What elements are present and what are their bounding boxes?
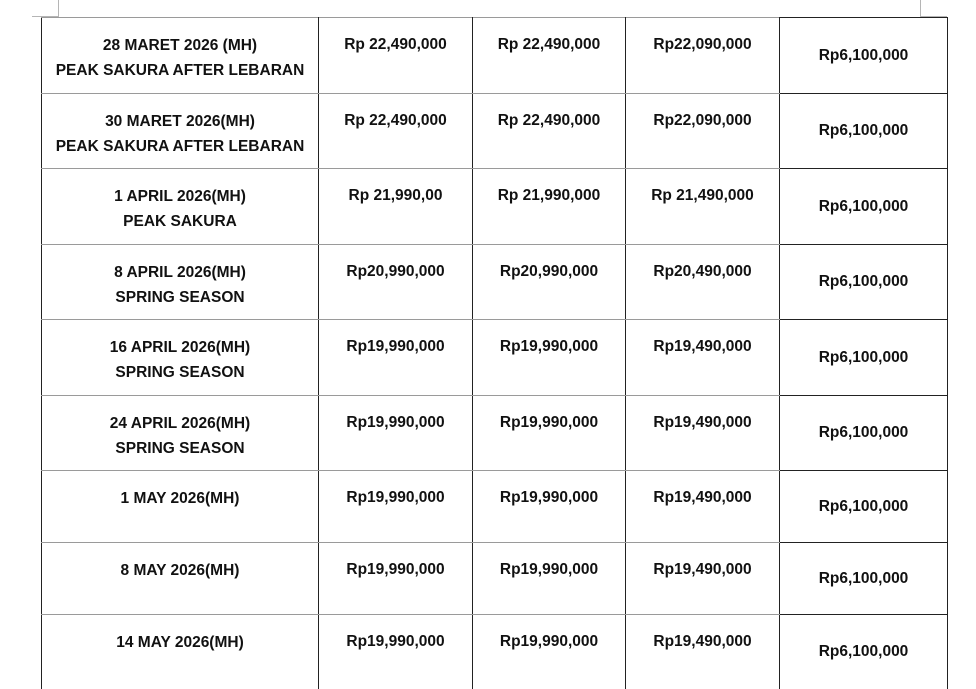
- departure-date: 8 MAY 2026(MH): [120, 562, 240, 579]
- season-label: PEAK SAKURA AFTER LEBARAN: [55, 138, 305, 155]
- price-cell-1: Rp19,990,000: [319, 320, 473, 396]
- price-cell-4: Rp6,100,000: [780, 396, 948, 471]
- price-cell-3: Rp22,090,000: [626, 18, 780, 94]
- price-cell-4: Rp6,100,000: [780, 615, 948, 689]
- departure-date: 30 MARET 2026(MH): [105, 113, 255, 130]
- departure-date: 24 APRIL 2026(MH): [109, 415, 251, 432]
- price-cell-3: Rp19,490,000: [626, 396, 780, 471]
- page-corner-mark-right: [920, 0, 947, 17]
- table-row: [42, 396, 948, 471]
- departure-date-cell: [42, 94, 319, 169]
- price-cell-3: Rp22,090,000: [626, 94, 780, 169]
- price-cell-1: Rp19,990,000: [319, 471, 473, 543]
- departure-date: 1 MAY 2026(MH): [120, 490, 240, 507]
- price-cell-3: Rp19,490,000: [626, 471, 780, 543]
- departure-date-cell: [42, 396, 319, 471]
- price-cell-2: Rp19,990,000: [473, 615, 626, 689]
- table-row: [42, 320, 948, 396]
- season-label: PEAK SAKURA: [123, 213, 237, 230]
- departure-date: 28 MARET 2026 (MH): [102, 37, 258, 54]
- season-label: PEAK SAKURA AFTER LEBARAN: [55, 62, 305, 79]
- price-cell-4: Rp6,100,000: [780, 320, 948, 396]
- price-cell-3: Rp19,490,000: [626, 543, 780, 615]
- price-cell-3: Rp 21,490,000: [626, 169, 780, 245]
- price-cell-2: Rp 22,490,000: [473, 94, 626, 169]
- price-cell-1: Rp 21,990,00: [319, 169, 473, 245]
- season-label: SPRING SEASON: [115, 289, 245, 306]
- price-cell-2: Rp 22,490,000: [473, 18, 626, 94]
- price-cell-1: Rp19,990,000: [319, 615, 473, 689]
- table-row: [42, 94, 948, 169]
- departure-date-cell: [42, 615, 319, 689]
- table-row: [42, 615, 948, 689]
- page-corner-mark-left: [32, 0, 59, 17]
- price-cell-4: Rp6,100,000: [780, 471, 948, 543]
- departure-date: 8 APRIL 2026(MH): [114, 264, 246, 281]
- price-cell-2: Rp 21,990,000: [473, 169, 626, 245]
- table-row: [42, 169, 948, 245]
- price-cell-4: Rp6,100,000: [780, 245, 948, 320]
- price-cell-3: Rp20,490,000: [626, 245, 780, 320]
- departure-date-cell: [42, 245, 319, 320]
- table-row: [42, 471, 948, 543]
- departure-date: 1 APRIL 2026(MH): [114, 188, 246, 205]
- price-cell-2: Rp19,990,000: [473, 320, 626, 396]
- table-row: [42, 245, 948, 320]
- price-cell-2: Rp19,990,000: [473, 396, 626, 471]
- departure-date-cell: [42, 543, 319, 615]
- price-cell-4: Rp6,100,000: [780, 94, 948, 169]
- price-table: [41, 17, 948, 689]
- price-cell-1: Rp20,990,000: [319, 245, 473, 320]
- price-cell-4: Rp6,100,000: [780, 543, 948, 615]
- price-cell-1: Rp 22,490,000: [319, 94, 473, 169]
- price-cell-2: Rp19,990,000: [473, 543, 626, 615]
- price-cell-1: Rp 22,490,000: [319, 18, 473, 94]
- price-cell-3: Rp19,490,000: [626, 615, 780, 689]
- table-row: [42, 543, 948, 615]
- price-cell-1: Rp19,990,000: [319, 396, 473, 471]
- price-cell-4: Rp6,100,000: [780, 169, 948, 245]
- departure-date-cell: [42, 18, 319, 94]
- departure-date: 16 APRIL 2026(MH): [109, 339, 251, 356]
- departure-date-cell: [42, 169, 319, 245]
- price-cell-3: Rp19,490,000: [626, 320, 780, 396]
- price-cell-4: Rp6,100,000: [780, 18, 948, 94]
- price-cell-2: Rp19,990,000: [473, 471, 626, 543]
- season-label: SPRING SEASON: [115, 364, 245, 381]
- table-row: [42, 18, 948, 94]
- departure-date-cell: [42, 471, 319, 543]
- departure-date-cell: [42, 320, 319, 396]
- price-cell-2: Rp20,990,000: [473, 245, 626, 320]
- price-cell-1: Rp19,990,000: [319, 543, 473, 615]
- season-label: SPRING SEASON: [115, 440, 245, 457]
- departure-date: 14 MAY 2026(MH): [116, 634, 244, 651]
